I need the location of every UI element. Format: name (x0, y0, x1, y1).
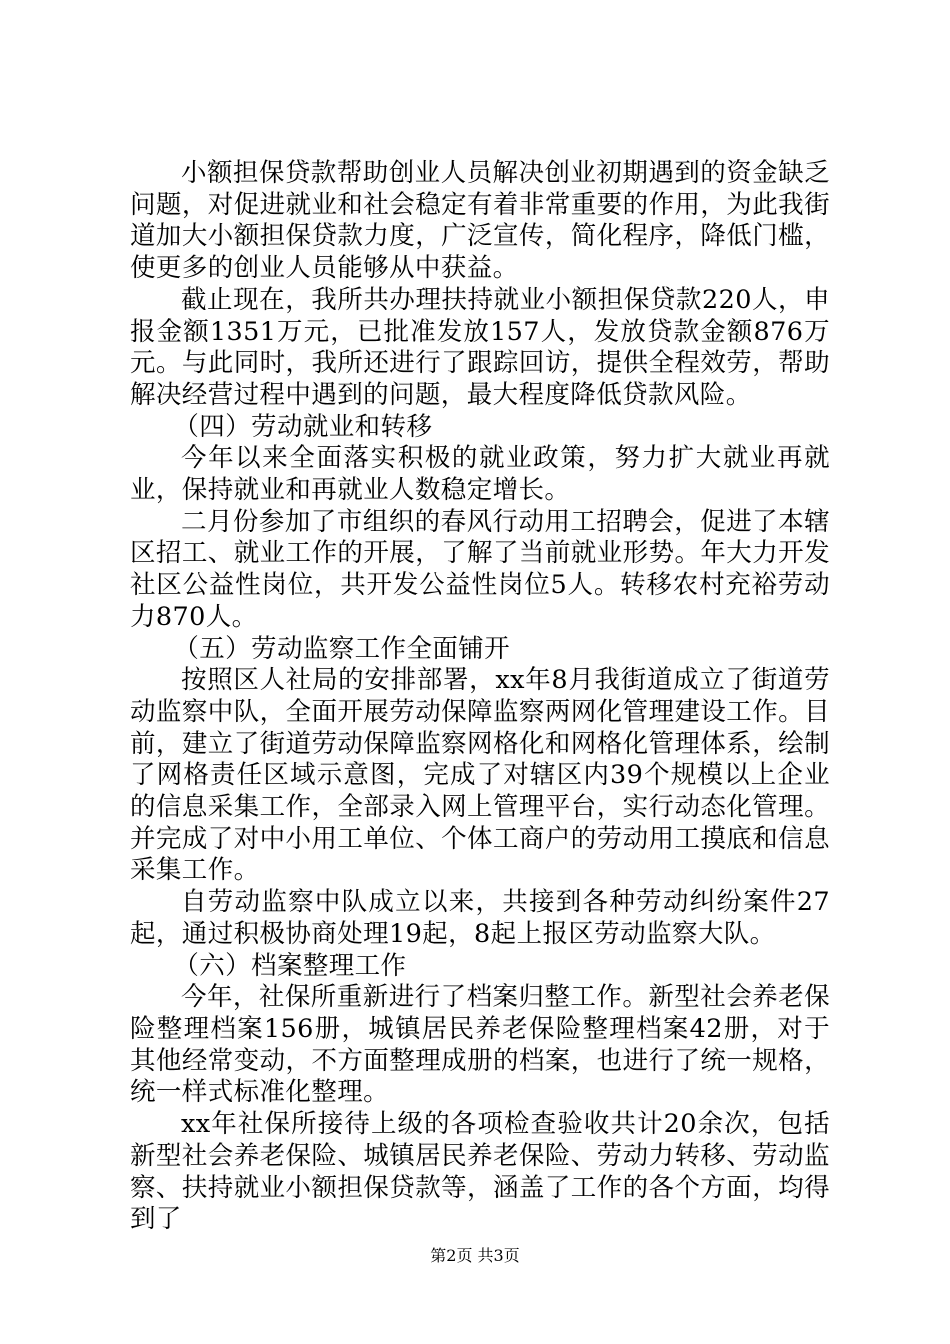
paragraph-archive-work: 今年，社保所重新进行了档案归整工作。新型社会养老保险整理档案156册，城镇居民养老保险整理档案42册，对于其他经常变动，不方面整理成册的档案，也进行了统一规格，统一样式标准化整理。 (130, 982, 830, 1108)
section-heading-labor-inspection: （五）劳动监察工作全面铺开 (173, 633, 511, 664)
paragraph-inspection-setup: 按照区人社局的安排部署，xx年8月我街道成立了街道劳动监察中队，全面开展劳动保障监察两网化管理建设工作。目前，建立了街道劳动保障监察网格化和网格化管理体系，绘制了网格责任区域示意图，完成了对辖区内39个规模以上企业的信息采集工作，全部录入网上管理平台，实行动态化管理。并完成了对中小用工单位、个体工商户的劳动用工摸底和信息采集工作。 (130, 665, 830, 886)
paragraph-dispute-cases: 自劳动监察中队成立以来，共接到各种劳动纠纷案件27起，通过积极协商处理19起，8起上报区劳动监察大队。 (130, 887, 830, 949)
paragraph-job-fair: 二月份参加了市组织的春风行动用工招聘会，促进了本辖区招工、就业工作的开展，了解了当前就业形势。年大力开发社区公益性岗位，共开发公益性岗位5人。转移农村充裕劳动力870人。 (130, 506, 830, 632)
document-body (130, 158, 830, 1236)
paragraph-loan-intro: 小额担保贷款帮助创业人员解决创业初期遇到的资金缺乏问题，对促进就业和社会稳定有着非常重要的作用，为此我街道加大小额担保贷款力度，广泛宣传，简化程序，降低门槛，使更多的创业人员能够从中获益。 (130, 158, 830, 284)
section-heading-employment: （四）劳动就业和转移 (173, 411, 433, 442)
paragraph-loan-stats: 截止现在，我所共办理扶持就业小额担保贷款220人，申报金额1351万元，已批准发放157人，发放贷款金额876万元。与此同时，我所还进行了跟踪回访，提供全程效劳，帮助解决经营过程中遇到的问题，最大程度降低贷款风险。 (130, 284, 830, 410)
page-number-footer: 第2页 共3页 (430, 1246, 520, 1265)
paragraph-employment-policy: 今年以来全面落实积极的就业政策，努力扩大就业再就业，保持就业和再就业人数稳定增长。 (130, 443, 830, 506)
section-heading-archives: （六）档案整理工作 (173, 950, 407, 981)
paragraph-inspections-received: xx年社保所接待上级的各项检查验收共计20余次，包括新型社会养老保险、城镇居民养老保险、劳动力转移、劳动监察、扶持就业小额担保贷款等，涵盖了工作的各个方面，均得到了 (130, 1109, 830, 1235)
